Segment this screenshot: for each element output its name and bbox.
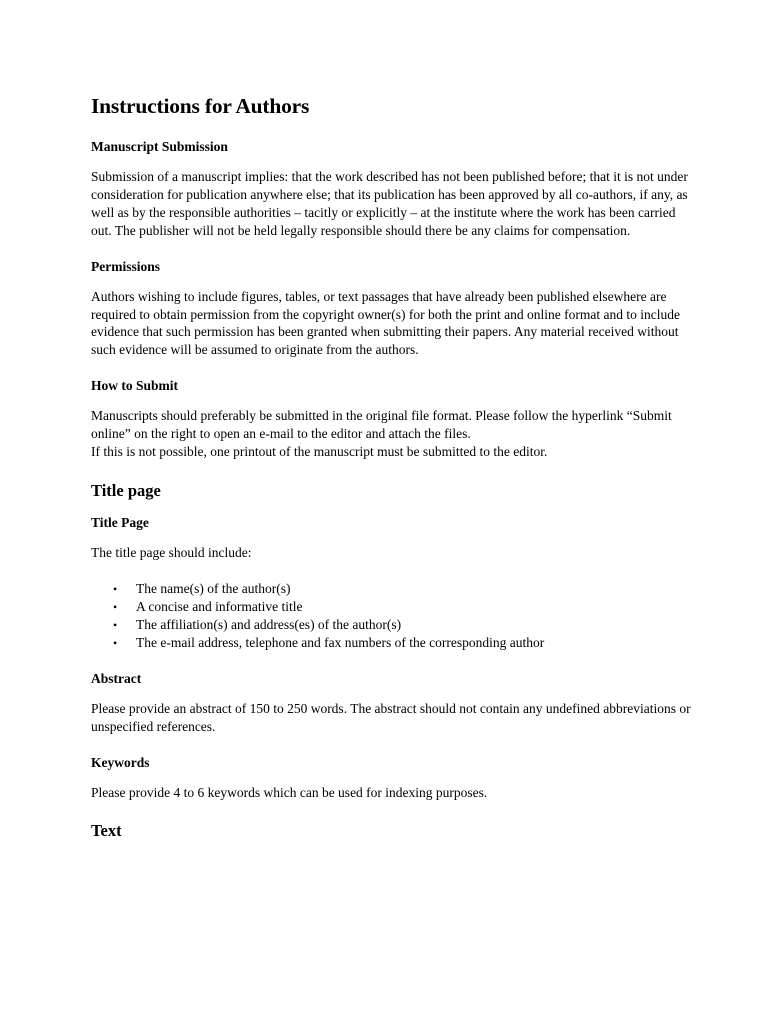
how-to-submit-text-line2: If this is not possible, one printout of the manuscript must be submitted to the editor. — [91, 444, 548, 460]
document-page — [91, 92, 691, 854]
list-item-text: A concise and informative title — [136, 598, 303, 614]
permissions-heading: Permissions — [91, 258, 160, 274]
bullet-icon: • — [113, 581, 118, 596]
title-page-requirements-list — [91, 580, 691, 652]
list-item-text: The name(s) of the author(s) — [136, 580, 291, 596]
text-section-title: Text — [91, 820, 122, 840]
list-item-text: The affiliation(s) and address(es) of the author(s) — [136, 616, 402, 632]
bullet-icon: • — [113, 635, 118, 650]
list-item — [91, 634, 691, 652]
page-title: Instructions for Authors — [91, 94, 310, 118]
how-to-submit-heading: How to Submit — [91, 378, 179, 394]
list-item — [91, 616, 691, 634]
bullet-icon: • — [113, 617, 118, 632]
manuscript-submission-heading: Manuscript Submission — [91, 139, 228, 154]
keywords-paragraph: Please provide 4 to 6 keywords which can be used for indexing purposes. — [91, 784, 488, 800]
title-page-heading: Title Page — [91, 514, 149, 530]
list-item — [91, 598, 691, 616]
title-page-intro: The title page should include: — [91, 544, 252, 560]
how-to-submit-text-line1: Manuscripts should preferably be submitted in the original file format. Please follow the hyperlink “Submit online” on the right to open an e-mail to the editor and attach the files. — [91, 408, 672, 442]
list-item-text: The e-mail address, telephone and fax numbers of the corresponding author — [136, 634, 545, 650]
abstract-paragraph: Please provide an abstract of 150 to 250 words. The abstract should not contain any undefined abbreviations or unspecified references. — [91, 700, 691, 734]
bullet-icon: • — [113, 599, 118, 614]
how-to-submit-paragraph — [91, 407, 691, 461]
abstract-heading: Abstract — [91, 670, 142, 686]
keywords-heading: Keywords — [91, 754, 150, 770]
manuscript-submission-paragraph: Submission of a manuscript implies: that the work described has not been published before; that it is not under consideration for publication anywhere else; that its publication has been approved by all co-authors, if any, as well as by the responsible authorities – tacitly or explicitly – at the institute where the work has been carried out. The publisher will not be held legally responsible should there be any claims for compensation. — [91, 169, 688, 238]
permissions-paragraph: Authors wishing to include figures, tables, or text passages that have already been published elsewhere are required to obtain permission from the copyright owner(s) for both the print and online format and to include evidence that such permission has been granted when submitting their papers. Any material received without such evidence will be assumed to originate from the authors. — [91, 288, 680, 358]
list-item — [91, 580, 691, 598]
title-page-section-title: Title page — [91, 480, 161, 500]
